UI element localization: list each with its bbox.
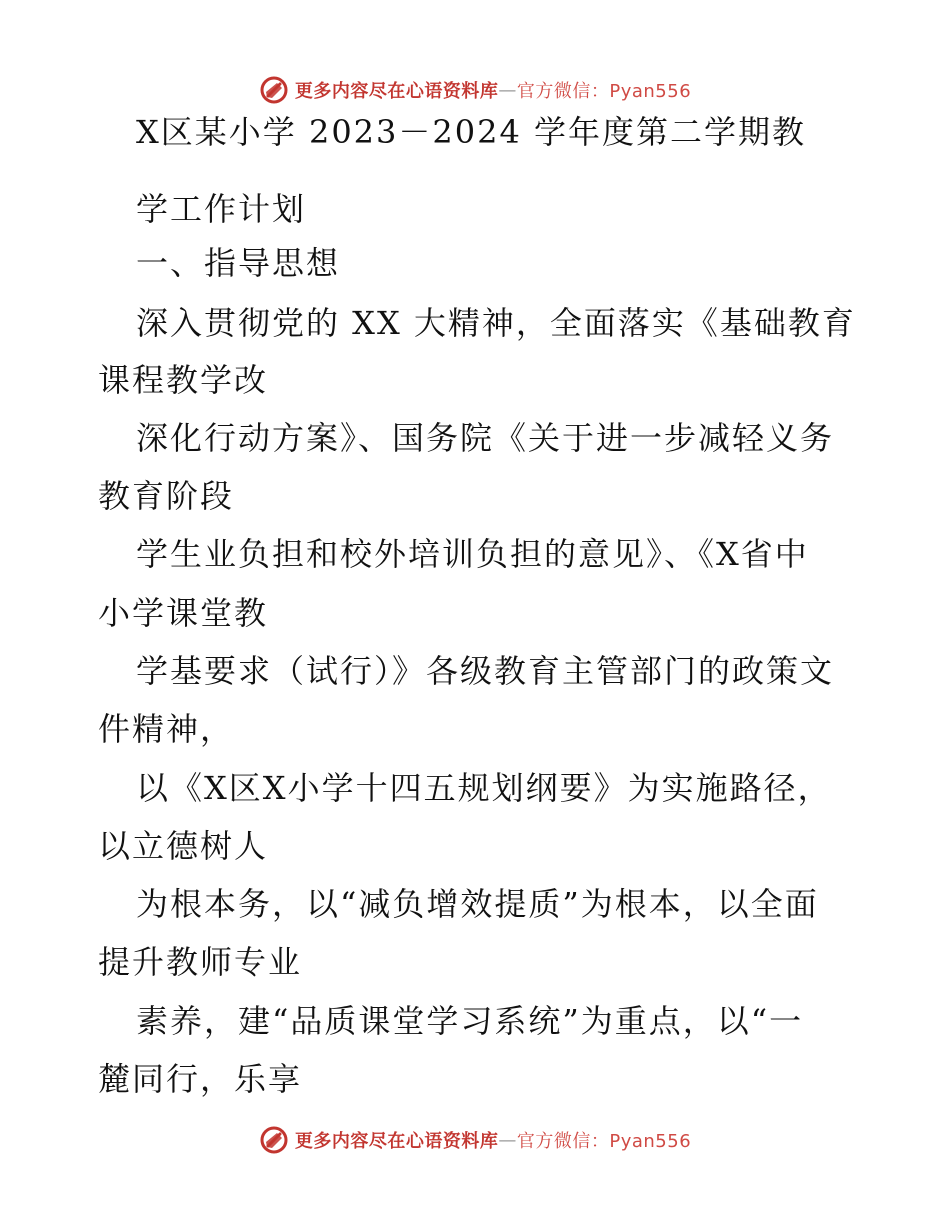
paragraph-line: 提升教师专业 [98, 943, 303, 981]
document-title-line-1: X区某小学 2023－2024 学年度第二学期教 [136, 113, 807, 151]
paragraph-line: 深化行动方案》、国务院《关于进一步减轻义务 [136, 419, 835, 457]
paragraph-line: 件精神， [98, 710, 235, 748]
paragraph-line: 课程教学改 [98, 361, 269, 399]
banner-main-text: 更多内容尽在心语资料库 [294, 1131, 499, 1152]
paragraph-line: 小学课堂教 [98, 594, 269, 632]
paragraph-line: 深入贯彻党的 XX 大精神，全面落实《基础教育 [136, 304, 856, 342]
footer-banner [0, 1122, 950, 1158]
banner-separator: — [498, 79, 517, 101]
paragraph-line: 以《X区X小学十四五规划纲要》为实施路径， [136, 769, 832, 807]
document-title-line-2: 学工作计划 [136, 190, 307, 228]
banner-main-text: 更多内容尽在心语资料库 [294, 81, 499, 102]
paragraph-line: 素养，建“品质课堂学习系统”为重点，以“一 [136, 1002, 804, 1040]
logo-icon [259, 1125, 289, 1155]
section-heading: 一、指导思想 [136, 244, 341, 282]
banner-separator: — [498, 1129, 517, 1151]
logo-icon [259, 75, 289, 105]
paragraph-line: 为根本务，以“减负增效提质”为根本，以全面 [136, 885, 819, 923]
paragraph-line: 学基要求（试行）》各级教育主管部门的政策文 [136, 652, 835, 690]
paragraph-line: 学生业负担和校外培训负担的意见》、《X省中 [136, 535, 809, 573]
banner-wechat-text: 官方微信：Pyan556 [516, 1131, 692, 1152]
banner-wechat-text: 官方微信：Pyan556 [516, 81, 692, 102]
paragraph-line: 以立德树人 [98, 827, 269, 865]
header-banner [0, 72, 950, 108]
paragraph-line: 麓同行，乐享 [98, 1060, 303, 1098]
paragraph-line: 教育阶段 [98, 477, 235, 515]
